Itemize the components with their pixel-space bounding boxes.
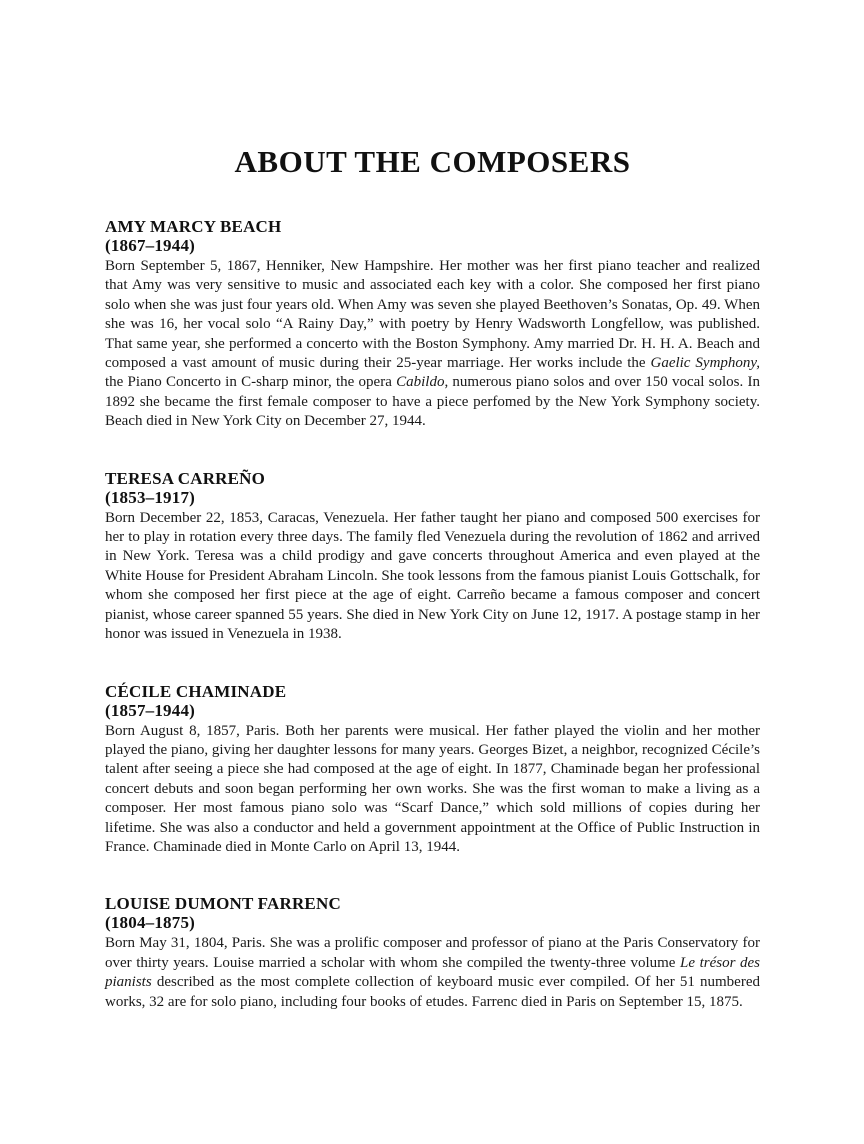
composer-bio: Born August 8, 1857, Paris. Both her parents were musical. Her father played the violin and her mother played the piano, giving her daughter lessons for many years. Georges Bizet, a neighbor, recognized Cécile’s talent after seeing a piece she had composed at the age of eight. In 1877, Chaminade began her professional concert debuts and soon began performing her own works. She was the first woman to make a living as a composer. Her most famous piano solo was “Scarf Dance,” which sold millions of copies during her lifetime. She was also a conductor and held a government appointment at the Office of Public Instruction in France. Chaminade died in Monte Carlo on April 13, 1944. bbox=[105, 722, 760, 855]
composer-dates: (1857–1944) bbox=[105, 700, 196, 720]
composer-name: LOUISE DUMONT FARRENC bbox=[105, 894, 341, 914]
composer-name: CÉCILE CHAMINADE bbox=[105, 681, 287, 701]
composer-section-chaminade bbox=[105, 682, 760, 858]
composer-section-beach bbox=[105, 217, 760, 432]
composer-section-farrenc bbox=[105, 894, 760, 1012]
composer-bio: Born September 5, 1867, Henniker, New Hampshire. Her mother was her first piano teacher and realized that Amy was very sensitive to music and associated each key with a color. She composed her first piano solo when she was just four years old. When Amy was seven she played Beethoven’s Sonatas, Op. 49. When she was 16, her vocal solo “A Rainy Day,” with poetry by Henry Wadsworth Longfellow, was published. That same year, she performed a concerto with the Boston Symphony. Amy married Dr. H. H. A. Beach and composed a vast amount of music during their 25-year marriage. Her works include the Gaelic Symphony, the Piano Concerto in C-sharp minor, the opera Cabildo, numerous piano solos and over 150 vocal solos. In 1892 she became the first female composer to have a piece perfomed by the New York Symphony society. Beach died in New York City on December 27, 1944. bbox=[105, 258, 760, 430]
composer-dates: (1867–1944) bbox=[105, 236, 196, 255]
composer-name: TERESA CARREÑO bbox=[105, 468, 266, 488]
composer-dates: (1804–1875) bbox=[105, 913, 196, 933]
composer-section-carreno bbox=[105, 469, 760, 645]
composer-bio: Born December 22, 1853, Caracas, Venezuela. Her father taught her piano and composed 500 exercises for her to play in rotation every three days. The family fled Venezuela during the revolution of 1862 and arrived in New York. Teresa was a child prodigy and gave concerts throughout America and even played at the White House for President Abraham Lincoln. She took lessons from the famous pianist Louis Gottschalk, for whom she composed her first piece at the age of eight. Carreño became a famous composer and concert pianist, whose career spanned 55 years. She died in New York City on June 12, 1917. A postage stamp in her honor was issued in Venezuela in 1938. bbox=[105, 509, 760, 643]
composer-dates: (1853–1917) bbox=[105, 487, 196, 507]
composer-name: AMY MARCY BEACH bbox=[105, 217, 282, 236]
composer-bio: Born May 31, 1804, Paris. She was a prolific composer and professor of piano at the Paris Conservatory for over thirty years. Louise married a scholar with whom she compiled the twenty-three volume Le trésor des pianists described as the most complete collection of keyboard music ever compiled. Of her 51 numbered works, 32 are for solo piano, including four books of etudes. Farrenc died in Paris on September 15, 1875. bbox=[105, 935, 760, 1010]
page-title: ABOUT THE COMPOSERS bbox=[234, 144, 631, 179]
